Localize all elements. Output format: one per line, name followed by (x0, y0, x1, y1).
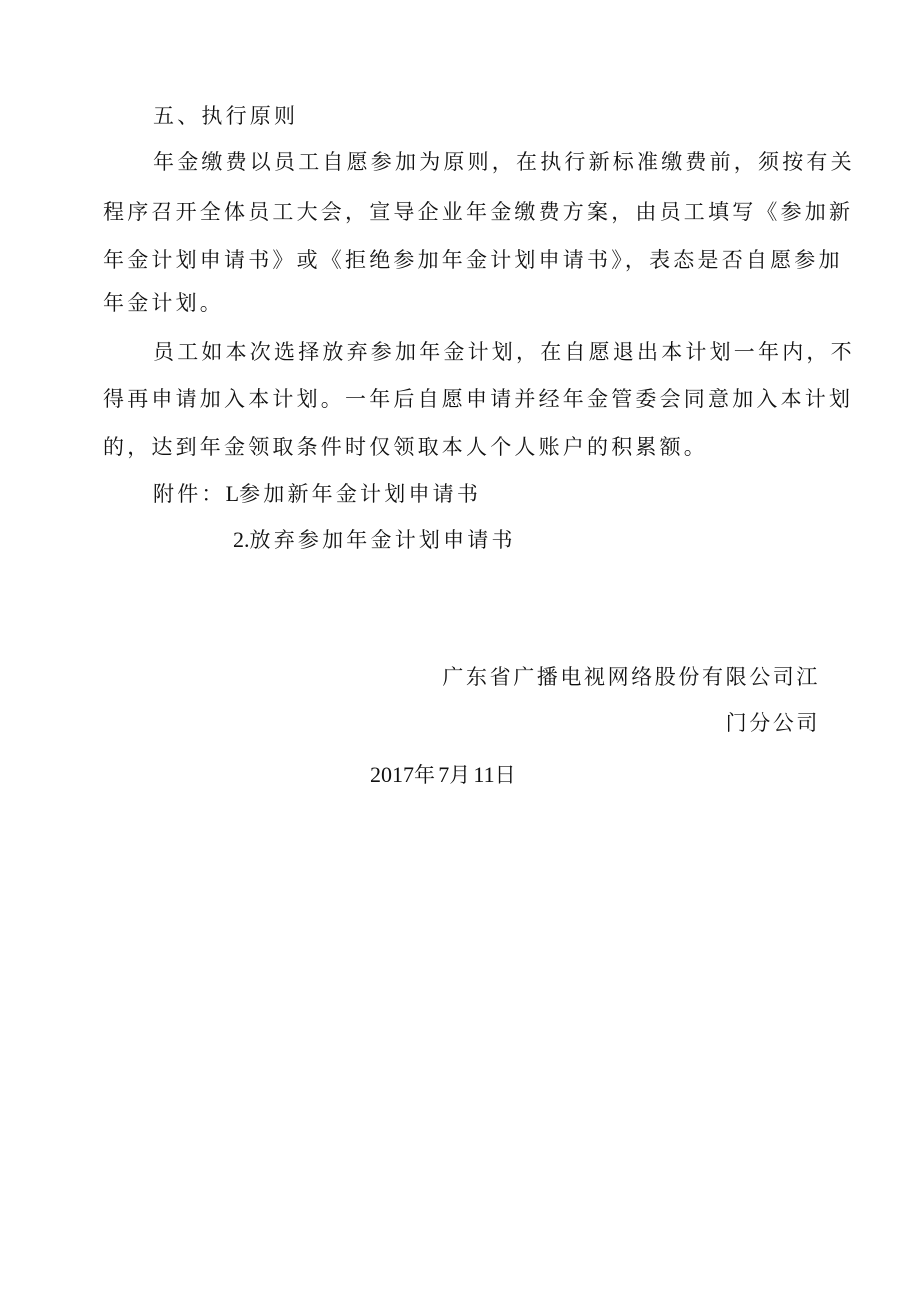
paragraph-2-line-3: 的，达到年金领取条件时仅领取本人个人账户的积累额。 (103, 435, 708, 459)
date-month: 7 (438, 762, 450, 787)
attachment-item-2-text: 放弃参加年金计划申请书 (249, 528, 516, 552)
paragraph-2-line-1: 员工如本次选择放弃参加年金计划，在自愿退出本计划一年内，不 (153, 340, 855, 364)
attachment-label: 附件： (153, 482, 226, 506)
date-year-unit: 年 (414, 763, 439, 787)
attachment-item-1-text: 参加新年金计划申请书 (239, 482, 482, 506)
attachment-item-1 (153, 479, 481, 509)
signature-line-2: 门分公司 (725, 711, 820, 735)
date-month-unit: 月 (449, 763, 474, 787)
date-year: 2017 (370, 762, 414, 787)
paragraph-2-line-2: 得再申请加入本计划。一年后自愿申请并经年金管委会同意加入本计划 (103, 387, 854, 411)
attachment-item-2 (233, 525, 516, 555)
date-day: 11 (473, 762, 495, 787)
signature-line-1: 广东省广播电视网络股份有限公司江 (442, 665, 820, 689)
attachment-item-2-marker: 2. (233, 527, 250, 552)
section-heading: 五、执行原则 (153, 104, 299, 128)
attachment-item-1-marker: L (225, 481, 240, 506)
document-date (370, 760, 519, 790)
paragraph-1-line-3: 年金计划申请书》或《拒绝参加年金计划申请书》，表态是否自愿参加 (103, 248, 843, 272)
date-day-unit: 日 (494, 763, 519, 787)
paragraph-1-line-4: 年金计划。 (103, 291, 224, 315)
paragraph-1-line-2: 程序召开全体员工大会，宣导企业年金缴费方案，由员工填写《参加新 (103, 200, 854, 224)
paragraph-1-line-1: 年金缴费以员工自愿参加为原则，在执行新标准缴费前，须按有关 (153, 150, 855, 174)
